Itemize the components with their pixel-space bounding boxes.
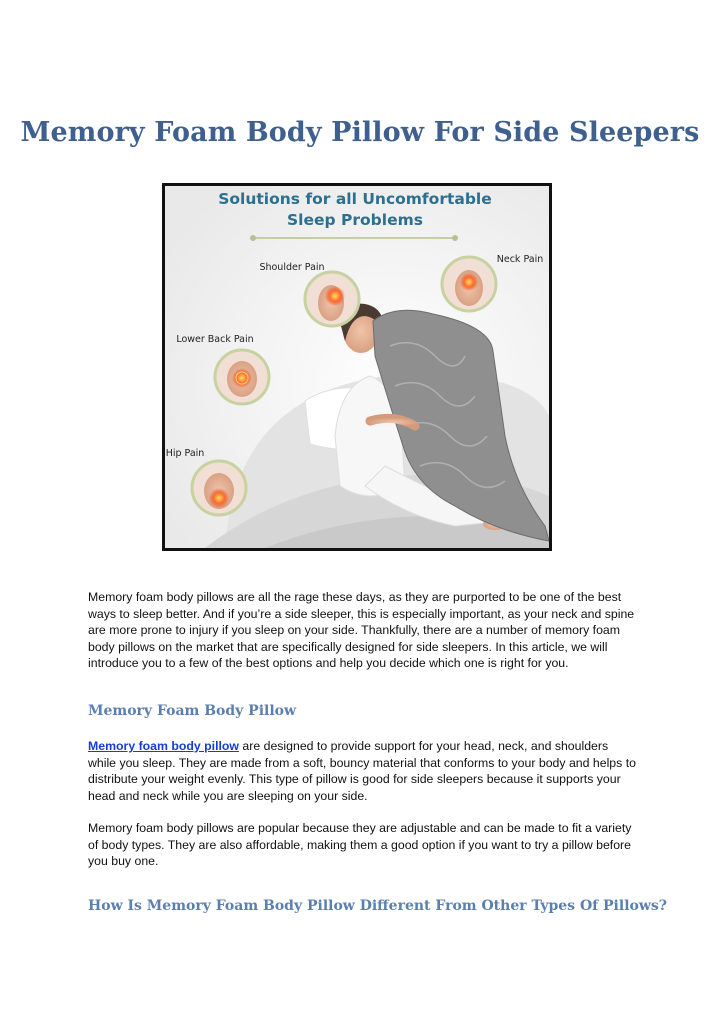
label-lower-back-pain: Lower Back Pain <box>176 334 254 345</box>
label-shoulder-pain: Shoulder Pain <box>259 262 325 273</box>
badge-lower-back-pain <box>215 350 269 404</box>
label-hip-pain: Hip Pain <box>165 448 205 459</box>
badge-shoulder-pain <box>305 272 359 326</box>
memory-foam-body-pillow-link[interactable]: Memory foam body pillow <box>88 739 239 753</box>
section1-paragraph1 <box>88 738 636 804</box>
page-title: Memory Foam Body Pillow For Side Sleepers <box>20 117 700 148</box>
section-heading-memory-foam-body-pillow: Memory Foam Body Pillow <box>88 703 297 719</box>
section1-paragraph2: Memory foam body pillows are popular because they are adjustable and can be made to fit a variety of body types. They are also affordable, making them a good option if you want to try a pillow before you buy one. <box>88 821 632 869</box>
intro-paragraph: Memory foam body pillows are all the rage these days, as they are purported to be one of the best ways to sleep better. And if you’re a side sleeper, this is especially important, as your neck and spine are more prone to injury if you sleep on your side. Thankfully, there are a number of memory foam body pillows on the market that are specifically designed for side sleepers. In this article, we will introduce you to a few of the best options and help you decide which one is right for you. <box>88 590 635 671</box>
figure-headline-line2: Sleep Problems <box>287 211 423 229</box>
badge-hip-pain <box>192 461 246 515</box>
figure-headline-line1: Solutions for all Uncomfortable <box>218 190 492 208</box>
label-neck-pain: Neck Pain <box>496 254 544 265</box>
product-illustration <box>165 186 549 548</box>
product-image <box>162 183 552 551</box>
section-heading-how-different: How Is Memory Foam Body Pillow Different From Other Types Of Pillows? <box>88 898 667 914</box>
section1-paragraph1-text: are designed to provide support for your head, neck, and shoulders while you sleep. They are made from a soft, bouncy material that conforms to your body and helps to distribute your weight evenly. This type of pillow is good for side sleepers because it supports your head and neck while you are sleeping on your side. <box>88 739 636 803</box>
badge-neck-pain <box>442 257 496 311</box>
